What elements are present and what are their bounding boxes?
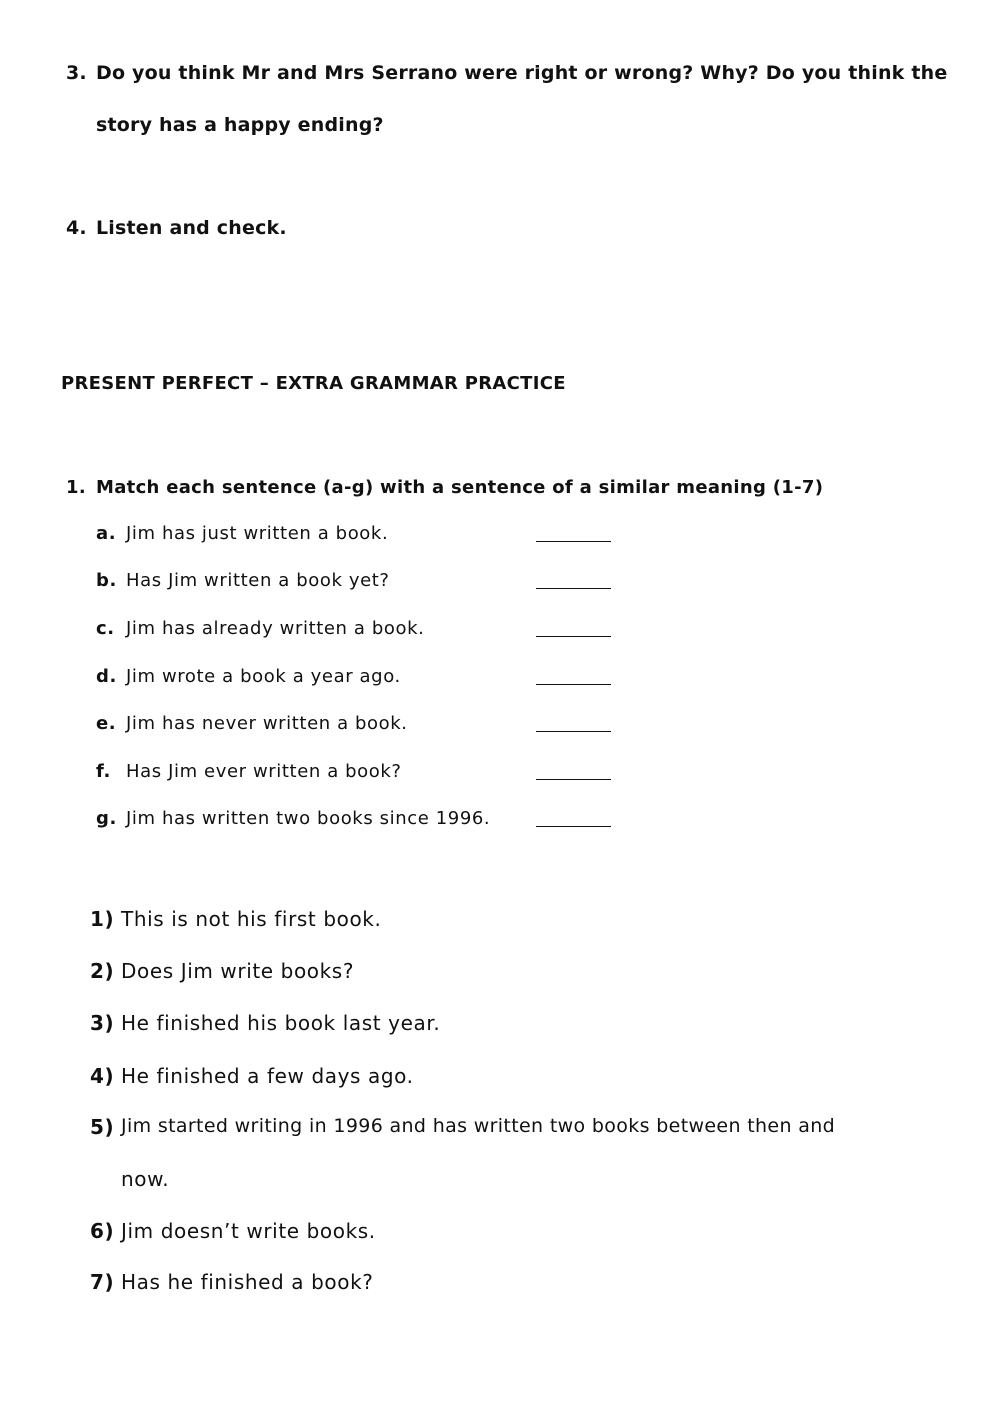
exercise-number: 1. (66, 477, 86, 498)
answer-blank[interactable] (536, 684, 611, 685)
item-letter: g. (96, 808, 117, 829)
item-text: Has Jim ever written a book? (126, 761, 402, 782)
item-number: 6) (90, 1219, 115, 1243)
item-text: Jim started writing in 1996 and has written two books between then and (121, 1115, 836, 1137)
section-title: PRESENT PERFECT – EXTRA GRAMMAR PRACTICE (61, 373, 566, 394)
item-text: Jim doesn’t write books. (121, 1219, 376, 1243)
answer-blank[interactable] (536, 826, 611, 827)
question-text-continued: story has a happy ending? (96, 114, 384, 136)
answer-blank[interactable] (536, 731, 611, 732)
item-text: Has Jim written a book yet? (126, 570, 390, 591)
item-number: 3) (90, 1011, 115, 1035)
item-number: 7) (90, 1270, 115, 1294)
question-text: Do you think Mr and Mrs Serrano were right or wrong? Why? Do you think the (96, 62, 948, 84)
question-text: Listen and check. (96, 217, 287, 239)
question-number: 4. (66, 217, 87, 239)
item-letter: d. (96, 666, 117, 687)
question-number: 3. (66, 62, 87, 84)
item-text: Jim has already written a book. (126, 618, 425, 639)
item-text: Jim wrote a book a year ago. (126, 666, 401, 687)
item-letter: c. (96, 618, 115, 639)
item-text-continued: now. (121, 1167, 170, 1191)
item-number: 4) (90, 1064, 115, 1088)
answer-blank[interactable] (536, 541, 611, 542)
item-number: 5) (90, 1115, 115, 1139)
item-letter: b. (96, 570, 117, 591)
item-letter: a. (96, 523, 117, 544)
item-text: He finished a few days ago. (121, 1064, 414, 1088)
answer-blank[interactable] (536, 588, 611, 589)
item-number: 1) (90, 907, 115, 931)
item-text: Does Jim write books? (121, 959, 355, 983)
item-letter: e. (96, 713, 117, 734)
item-letter: f. (96, 761, 111, 782)
item-text: Jim has just written a book. (126, 523, 389, 544)
answer-blank[interactable] (536, 779, 611, 780)
item-text: Has he finished a book? (121, 1270, 374, 1294)
item-text: Jim has written two books since 1996. (126, 808, 491, 829)
exercise-instruction: Match each sentence (a-g) with a sentence of a similar meaning (1-7) (96, 477, 824, 498)
answer-blank[interactable] (536, 636, 611, 637)
item-text: This is not his first book. (121, 907, 382, 931)
item-text: Jim has never written a book. (126, 713, 408, 734)
item-number: 2) (90, 959, 115, 983)
item-text: He finished his book last year. (121, 1011, 441, 1035)
